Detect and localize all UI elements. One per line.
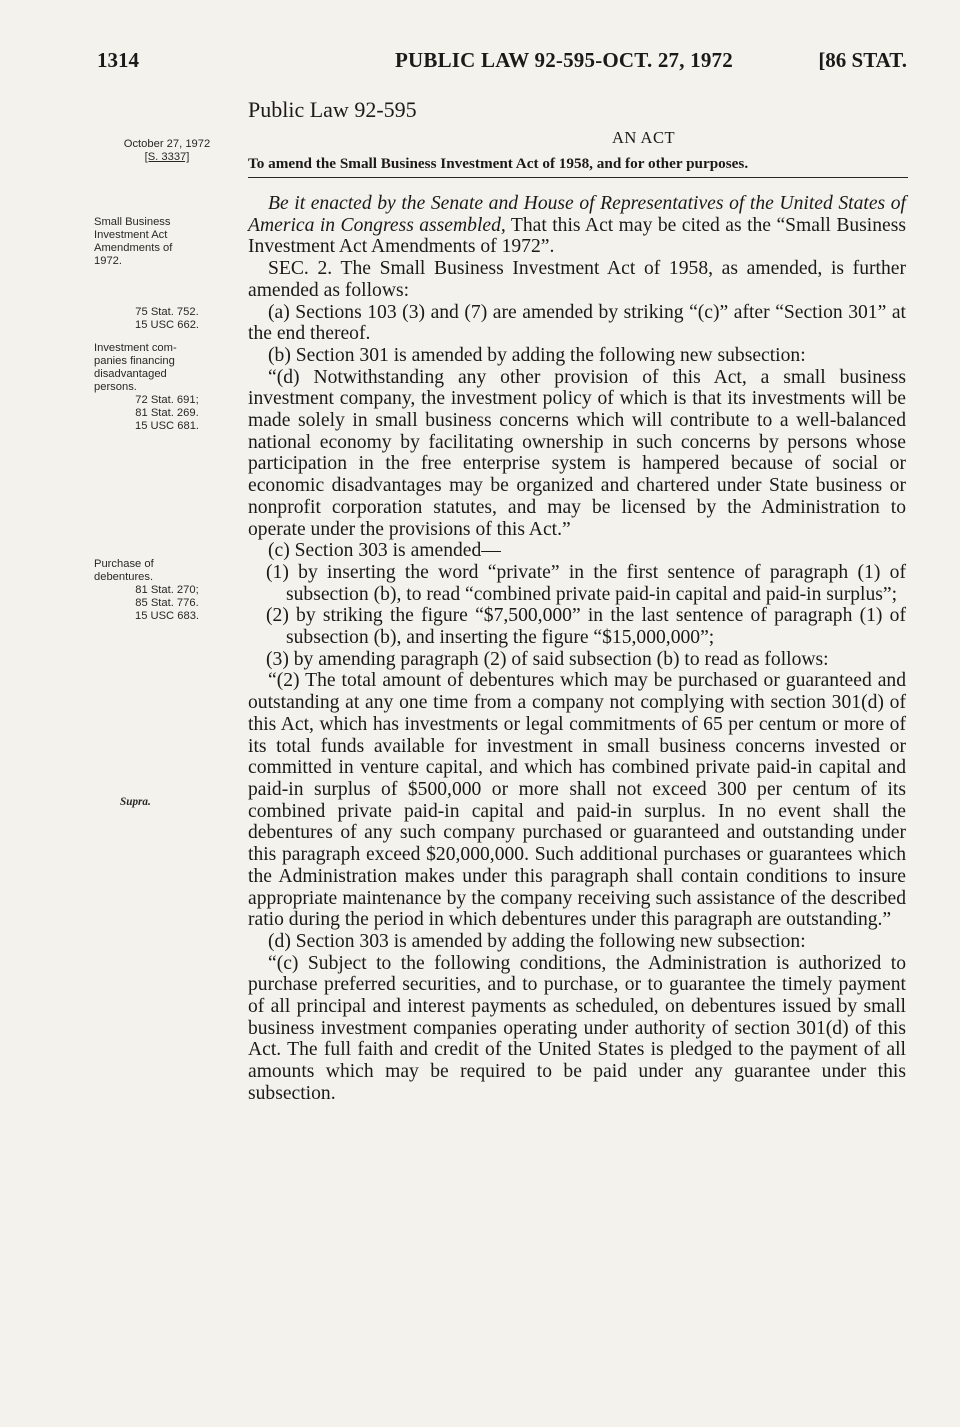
margin-line: 15 USC 683. bbox=[134, 610, 200, 622]
act-body bbox=[248, 193, 906, 1105]
running-title: PUBLIC LAW 92-595-OCT. 27, 1972 bbox=[395, 48, 733, 72]
act-heading: AN ACT bbox=[612, 128, 676, 147]
paragraph-c1: (1) by inserting the word “private” in the first sentence of paragraph (1) of subsection (b), to read “combined private paid-in capital and paid-in surplus”; bbox=[266, 561, 906, 605]
margin-line: 75 Stat. 752. bbox=[135, 306, 199, 318]
public-law-title: Public Law 92-595 bbox=[248, 97, 417, 122]
act-purpose: To amend the Small Business Investment Act of 1958, and for other purposes. bbox=[248, 155, 749, 172]
margin-line: Investment Act bbox=[94, 229, 168, 241]
statute-reference: [86 STAT. bbox=[818, 48, 907, 72]
margin-line: Investment com- bbox=[94, 342, 177, 354]
margin-date: October 27, 1972 bbox=[123, 138, 211, 150]
section-2: SEC. 2. The Small Business Investment Act of 1958, as amended, is further amended as follows: bbox=[248, 258, 906, 301]
paragraph-c2: (2) by striking the figure “$7,500,000” in the last sentence of paragraph (1) of subsection (b), and inserting the figure “$15,000,000”; bbox=[266, 605, 906, 649]
enacting-clause-rest: That this Act may be cited as the “Small Business Investment Act Amendments of 1972”. bbox=[248, 214, 906, 258]
margin-line: panies financing bbox=[94, 355, 175, 367]
page-number: 1314 bbox=[97, 48, 139, 72]
margin-note-date bbox=[94, 138, 240, 164]
margin-note-short-title bbox=[94, 216, 240, 268]
margin-line: 72 Stat. 691; bbox=[135, 394, 199, 406]
margin-line: Purchase of bbox=[94, 558, 154, 570]
margin-line: Small Business bbox=[94, 216, 171, 228]
margin-line: 1972. bbox=[94, 255, 122, 267]
paragraph-c3: (3) by amending paragraph (2) of said subsection (b) to read as follows: bbox=[266, 648, 829, 670]
margin-line: 81 Stat. 269. bbox=[135, 407, 199, 419]
margin-line: 15 USC 681. bbox=[134, 420, 200, 432]
margin-line: persons. bbox=[94, 381, 137, 393]
subsection-a: (a) Sections 103 (3) and (7) are amended by striking “(c)” after “Section 301” at the end thereof. bbox=[248, 301, 906, 345]
enacting-clause-italic: Be it enacted by the Senate and House of Representatives of the United States of America in Congress assembled, bbox=[248, 193, 906, 236]
subsection-d: (d) Section 303 is amended by adding the following new subsection: bbox=[268, 930, 806, 952]
subsection-b-quote: “(d) Notwithstanding any other provision of this Act, a small business investment company, the investment policy of which is that its investments will be made solely in small business concerns which will contribute to a well-balanced national economy by facilitating ownership in such concerns by persons whose participation in the free enterprise system is hampered because of social or economic disadvantages may be organized and chartered under State business or nonprofit corporation statutes, and may be licensed by the Administration to operate under the provisions of this Act.” bbox=[248, 366, 906, 540]
margin-line: 15 USC 662. bbox=[134, 319, 200, 331]
subsection-b: (b) Section 301 is amended by adding the following new subsection: bbox=[268, 344, 806, 366]
margin-line: 81 Stat. 270; bbox=[135, 584, 199, 596]
divider bbox=[248, 177, 908, 178]
margin-line: 85 Stat. 776. bbox=[135, 597, 199, 609]
subsection-c: (c) Section 303 is amended— bbox=[268, 540, 501, 562]
margin-note-citation-1 bbox=[94, 306, 240, 332]
margin-line: debentures. bbox=[94, 571, 154, 583]
paragraph-c3-quote: “(2) The total amount of debentures which may be purchased or guaranteed and outstanding at any one time from a company not complying with section 301(d) of this Act, which has investments or legal commitments of 65 per centum or more of its total funds available for investment in small business concerns invested or committed in venture capital, and which has combined private paid-in capital and paid-in surplus of $500,000 or more shall not exceed 300 per centum of its combined private paid-in capital and paid-in surplus. In no event shall the debentures of any such company purchased or guaranteed and outstanding under this paragraph exceed $20,000,000. Such additional purchases or guarantees which the Administration makes under this paragraph shall contain conditions to insure appropriate maintenance by the company receiving such assistance of the described ratio during the period in which debentures under this paragraph are outstanding.” bbox=[248, 670, 906, 931]
margin-note-investment-companies bbox=[94, 342, 240, 433]
margin-note-purchase bbox=[94, 558, 240, 623]
running-header bbox=[97, 48, 907, 78]
subsection-d-quote: “(c) Subject to the following conditions, the Administration is authorized to purchase preferred securities, and to purchase, or to guarantee the timely payment of all principal and interest payments as scheduled, on debentures issued by small business investment companies operating under authority of section 301(d) of this Act. The full faith and credit of the United States is pledged to the payment of all amounts which may be required to be paid under any guarantee under this subsection. bbox=[248, 952, 906, 1104]
margin-line: disadvantaged bbox=[94, 368, 167, 380]
margin-bill-number: [S. 3337] bbox=[144, 151, 190, 163]
margin-note-supra: Supra. bbox=[120, 796, 151, 808]
enacting-clause bbox=[248, 193, 906, 258]
margin-line: Amendments of bbox=[94, 242, 173, 254]
